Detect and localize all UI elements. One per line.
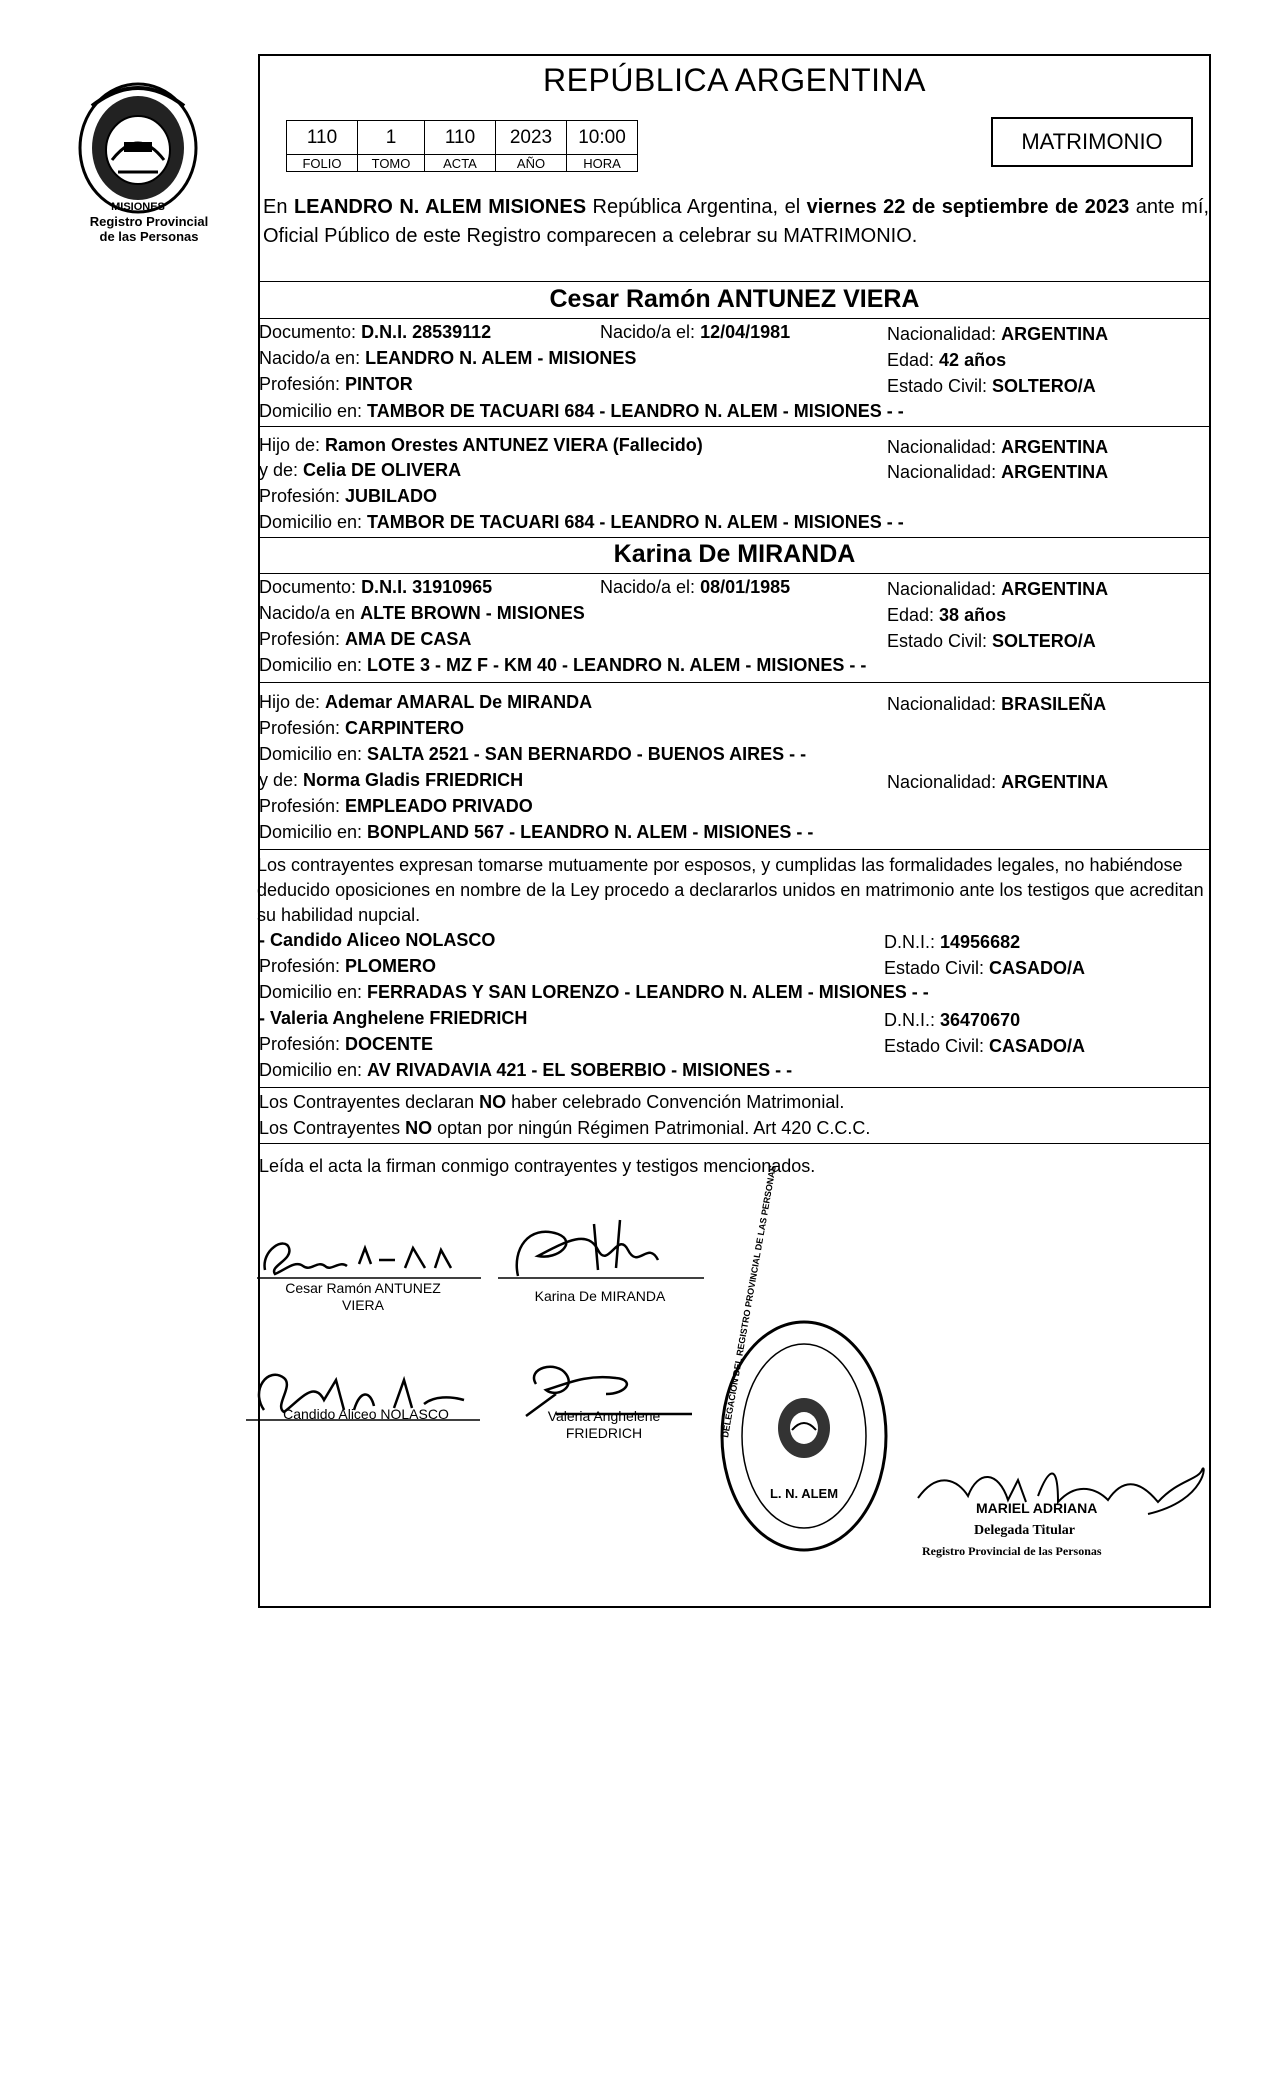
witness-1-address: Domicilio en: FERRADAS Y SAN LORENZO - LEANDRO N. ALEM - MISIONES - -: [259, 982, 929, 1002]
bride-father-nationality: Nacionalidad: BRASILEÑA: [887, 694, 1107, 714]
seal-bottom-text: L. N. ALEM: [769, 1486, 839, 1501]
logo-text: MISIONES: [111, 201, 165, 213]
groom-address: Domicilio en: TAMBOR DE TACUARI 684 - LEANDRO N. ALEM - MISIONES - -: [259, 401, 904, 421]
provincial-logo: [72, 76, 204, 216]
divider: [258, 849, 1211, 850]
bride-mother-address: Domicilio en: BONPLAND 567 - LEANDRO N. ALEM - MISIONES - -: [259, 822, 814, 842]
bride-age: Edad: 38 años: [887, 605, 1007, 625]
bride-profession: Profesión: AMA DE CASA: [259, 629, 472, 649]
bride-signature-caption: Karina De MIRANDA: [534, 1288, 666, 1304]
bride-document: Documento: D.N.I. 31910965: [259, 577, 493, 597]
groom-profession: Profesión: PINTOR: [259, 374, 413, 394]
hora-value: 10:00: [567, 121, 638, 155]
folio-label: FOLIO: [287, 155, 358, 172]
declaration-text: Los contrayentes expresan tomarse mutuamente por esposos, y cumplidas las formalidades legales, no habiéndose deducido oposiciones en nombre de la Ley procedo a declararlos unidos en matrimonio ante los testigos que acreditan su habilidad nupcial.: [257, 855, 1204, 925]
intro-paragraph: En LEANDRO N. ALEM MISIONES República Argentina, el viernes 22 de septiembre de 2023 ante mí, Oficial Público de este Registro comparecen a celebrar su MATRIMONIO.: [263, 196, 1210, 247]
page-title: REPÚBLICA ARGENTINA: [543, 62, 926, 98]
acta-value: 110: [425, 121, 496, 155]
bride-mother: y de: Norma Gladis FRIEDRICH: [259, 770, 524, 790]
ano-label: AÑO: [496, 155, 567, 172]
groom-parents-profession: Profesión: JUBILADO: [259, 486, 438, 506]
groom-nationality: Nacionalidad: ARGENTINA: [887, 324, 1109, 344]
groom-father-nationality: Nacionalidad: ARGENTINA: [887, 437, 1109, 457]
bride-birthplace: Nacido/a en ALTE BROWN - MISIONES: [259, 603, 585, 623]
divider: [258, 281, 1211, 282]
bride-father-profession: Profesión: CARPINTERO: [259, 718, 465, 738]
divider: [258, 573, 1211, 574]
bride-signature: [498, 1210, 708, 1282]
bride-nationality: Nacionalidad: ARGENTINA: [887, 579, 1109, 599]
registry-number-table: [286, 120, 638, 172]
groom-birthplace: Nacido/a en: LEANDRO N. ALEM - MISIONES: [259, 348, 637, 368]
witness-2-civil-status: Estado Civil: CASADO/A: [884, 1036, 1086, 1056]
convention-statement: Los Contrayentes declaran NO haber celebrado Convención Matrimonial.: [259, 1092, 845, 1112]
tomo-label: TOMO: [358, 155, 425, 172]
groom-mother-nationality: Nacionalidad: ARGENTINA: [887, 462, 1109, 482]
document-type-box: MATRIMONIO: [991, 117, 1193, 167]
groom-name: Cesar Ramón ANTUNEZ VIERA: [549, 285, 920, 313]
groom-signature: [255, 1230, 485, 1282]
groom-mother: y de: Celia DE OLIVERA: [259, 460, 462, 480]
divider: [258, 1087, 1211, 1088]
official-title: Delegada Titular: [974, 1523, 1075, 1538]
groom-signature-caption: Cesar Ramón ANTUNEZ VIERA: [285, 1280, 441, 1313]
registry-name: Registro Provincial de las Personas: [89, 214, 209, 244]
groom-parents-address: Domicilio en: TAMBOR DE TACUARI 684 - LEANDRO N. ALEM - MISIONES - -: [259, 512, 904, 532]
witness-2-dni: D.N.I.: 36470670: [884, 1010, 1021, 1030]
groom-birthdate: Nacido/a el: 12/04/1981: [600, 322, 791, 342]
witness-2-address: Domicilio en: AV RIVADAVIA 421 - EL SOBERBIO - MISIONES - -: [259, 1060, 793, 1080]
groom-document: Documento: D.N.I. 28539112: [259, 322, 492, 342]
tomo-value: 1: [358, 121, 425, 155]
divider: [258, 426, 1211, 427]
bride-civil-status: Estado Civil: SOLTERO/A: [887, 631, 1096, 651]
witness-2-name: - Valeria Anghelene FRIEDRICH: [259, 1008, 528, 1028]
groom-father: Hijo de: Ramon Orestes ANTUNEZ VIERA (Fallecido): [259, 435, 703, 455]
groom-civil-status: Estado Civil: SOLTERO/A: [887, 376, 1096, 396]
bride-name: Karina De MIRANDA: [613, 540, 856, 568]
closing-statement: Leída el acta la firman conmigo contrayentes y testigos mencionados.: [259, 1156, 816, 1176]
regime-statement: Los Contrayentes NO optan por ningún Régimen Patrimonial. Art 420 C.C.C.: [259, 1118, 871, 1138]
bride-address: Domicilio en: LOTE 3 - MZ F - KM 40 - LEANDRO N. ALEM - MISIONES - -: [259, 655, 867, 675]
divider: [258, 318, 1211, 319]
witness-1-name: - Candido Aliceo NOLASCO: [259, 930, 496, 950]
witness-1-signature-caption: Candido Aliceo NOLASCO: [283, 1406, 449, 1422]
witness-2-signature-caption: Valeria Anghelene FRIEDRICH: [547, 1408, 661, 1441]
witness-1-civil-status: Estado Civil: CASADO/A: [884, 958, 1086, 978]
divider: [258, 1143, 1211, 1144]
official-seal: [718, 1164, 890, 1554]
bride-mother-nationality: Nacionalidad: ARGENTINA: [887, 772, 1109, 792]
groom-age: Edad: 42 años: [887, 350, 1007, 370]
acta-label: ACTA: [425, 155, 496, 172]
ano-value: 2023: [496, 121, 567, 155]
bride-mother-profession: Profesión: EMPLEADO PRIVADO: [259, 796, 533, 816]
witness-2-profession: Profesión: DOCENTE: [259, 1034, 434, 1054]
divider: [258, 682, 1211, 683]
witness-1-dni: D.N.I.: 14956682: [884, 932, 1021, 952]
hora-label: HORA: [567, 155, 638, 172]
bride-father-address: Domicilio en: SALTA 2521 - SAN BERNARDO - BUENOS AIRES - -: [259, 744, 807, 764]
folio-value: 110: [287, 121, 358, 155]
official-name: MARIEL ADRIANA: [976, 1500, 1098, 1516]
divider: [258, 537, 1211, 538]
witness-1-profession: Profesión: PLOMERO: [259, 956, 437, 976]
official-organization: Registro Provincial de las Personas: [922, 1544, 1102, 1558]
bride-birthdate: Nacido/a el: 08/01/1985: [600, 577, 791, 597]
bride-father: Hijo de: Ademar AMARAL De MIRANDA: [259, 692, 593, 712]
seal-ring-text: DELEGACION DEL REGISTRO PROVINCIAL DE LAS PERSONAS: [720, 1164, 778, 1439]
